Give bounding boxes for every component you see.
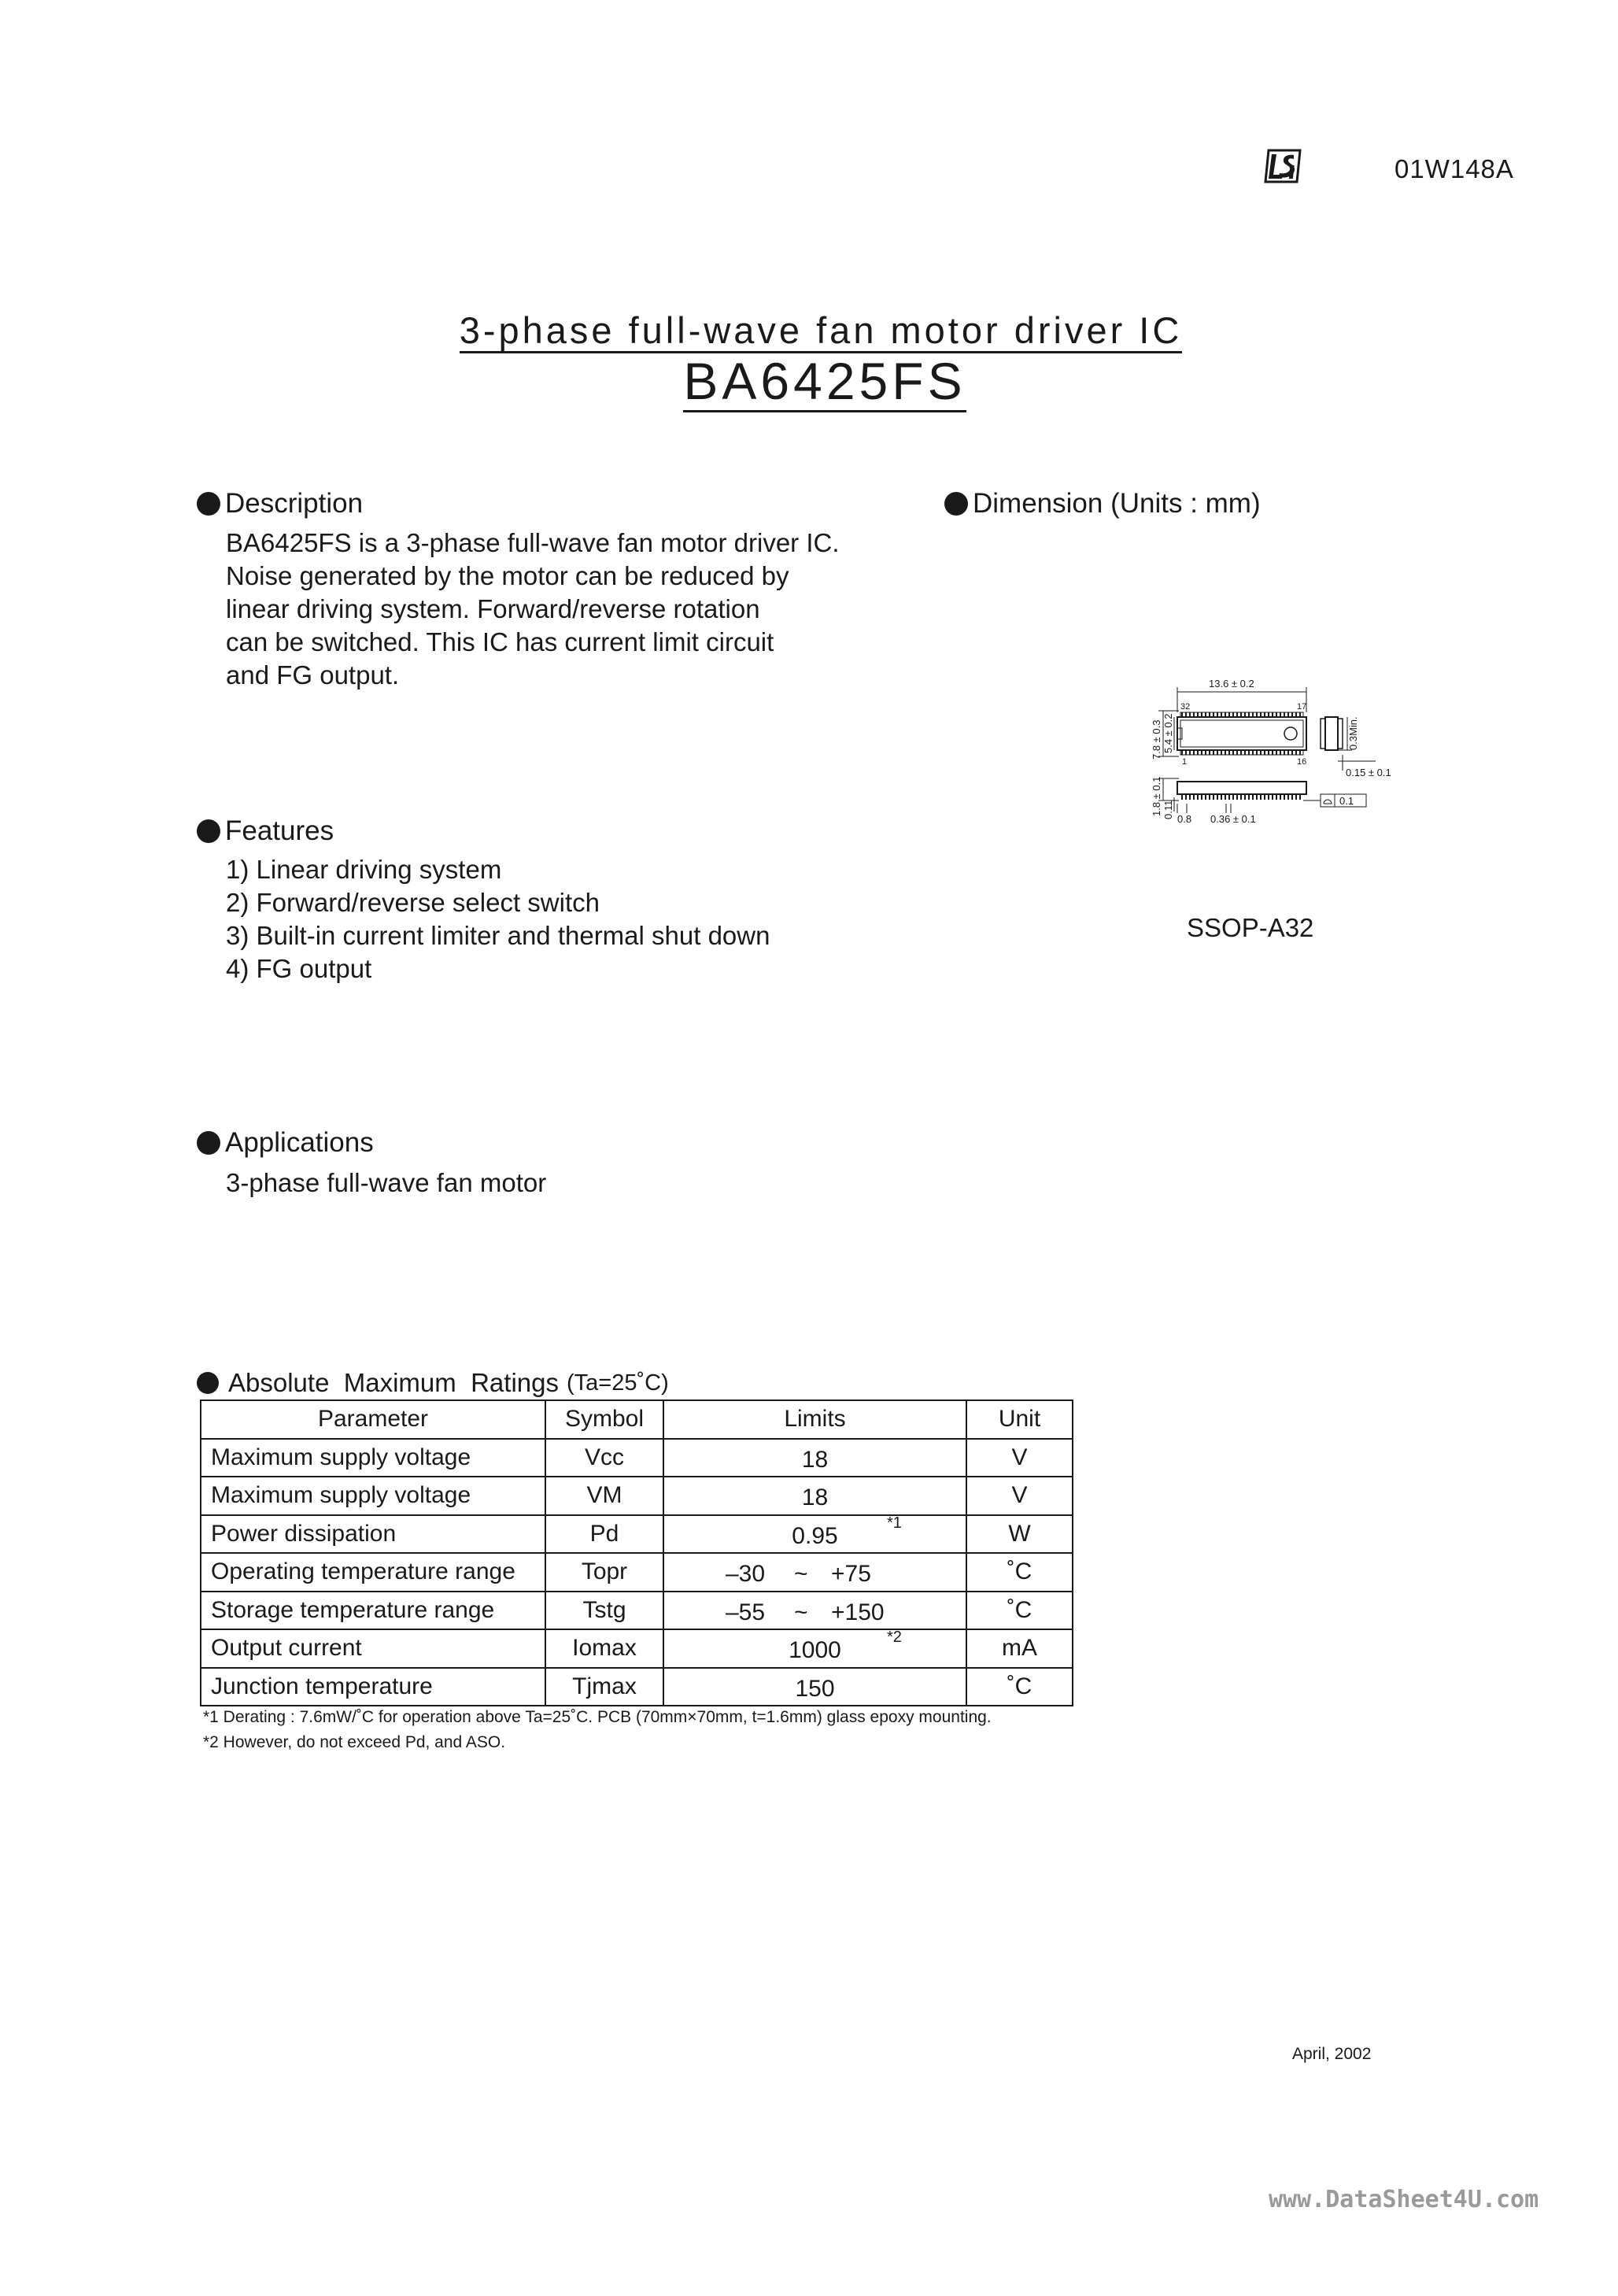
footnote: *1 Derating : 7.6mW/˚C for operation above Ta=25˚C. PCB (70mm×70mm, t=1.6mm) glass epoxy mounting. (203, 1708, 992, 1726)
side-view (1158, 778, 1366, 813)
unit-cell: W (966, 1515, 1073, 1554)
column-header: Unit (966, 1400, 1073, 1439)
top-view-body (1177, 717, 1306, 750)
parameter-cell: Maximum supply voltage (201, 1477, 545, 1515)
bullet-icon (197, 1131, 220, 1155)
bullet-icon (944, 492, 968, 516)
bullet-icon (197, 492, 220, 516)
symbol-cell: Vcc (545, 1439, 663, 1477)
description-line: Noise generated by the motor can be reduced by (226, 561, 789, 590)
table-row (201, 1553, 1073, 1592)
publication-date: April, 2002 (1292, 2045, 1372, 2063)
table-header-row (201, 1400, 1073, 1439)
description-line: BA6425FS is a 3-phase full-wave fan motor driver IC. (226, 528, 840, 557)
description-heading-text: Description (225, 488, 364, 519)
feature-item: 4) FG output (226, 954, 372, 983)
limit-value: 18 (801, 1484, 829, 1510)
ratings-heading-text: Absolute Maximum Ratings (228, 1368, 559, 1397)
limit-value: 0.95 (792, 1522, 838, 1549)
table-row (201, 1439, 1073, 1477)
height-body-label: 5.4 ± 0.2 (1162, 713, 1174, 753)
applications-heading-text: Applications (225, 1127, 374, 1158)
symbol-cell: Pd (545, 1515, 663, 1554)
limit-low: –30 (726, 1561, 766, 1587)
parameter-cell: Junction temperature (201, 1668, 545, 1706)
limit-high: +75 (831, 1561, 871, 1587)
subtitle-text: 3-phase full-wave fan motor driver IC (460, 309, 1183, 353)
ratings-condition: (Ta=25˚C) (567, 1370, 669, 1396)
table-row (201, 1515, 1073, 1554)
limit-value: 150 (795, 1675, 835, 1702)
feature-item: 3) Built-in current limiter and thermal shut down (226, 921, 770, 950)
package-name: SSOP-A32 (1187, 913, 1314, 942)
footnote-marker: *1 (887, 1514, 902, 1532)
pitch-label: 0.8 (1177, 813, 1192, 825)
limit-tilde: ~ (794, 1561, 808, 1587)
unit-cell: ˚C (966, 1592, 1073, 1630)
dimension-heading-text: Dimension (Units : mm) (973, 488, 1261, 519)
symbol-cell: Tstg (545, 1592, 663, 1630)
standoff-label: 0.11 (1162, 800, 1174, 819)
document-number: 01W148A (1395, 154, 1514, 183)
limit-cell (663, 1592, 966, 1630)
limit-value: 18 (801, 1446, 829, 1473)
feature-item: 1) Linear driving system (226, 855, 502, 884)
limit-cell (663, 1439, 966, 1477)
symbol-cell: Tjmax (545, 1668, 663, 1706)
pin-label: 16 (1297, 757, 1307, 767)
pin-label: 32 (1180, 702, 1191, 712)
limit-high: +150 (831, 1599, 885, 1625)
unit-cell: ˚C (966, 1668, 1073, 1706)
limit-cell (663, 1477, 966, 1515)
table-row (201, 1592, 1073, 1630)
features-list (226, 853, 770, 985)
parameter-cell: Output current (201, 1629, 545, 1668)
applications-heading (197, 1127, 374, 1159)
ratings-table (200, 1399, 1073, 1706)
lsi-logo-icon (1264, 148, 1302, 184)
dimension-heading (944, 488, 1261, 519)
package-dimension-drawing (1108, 673, 1399, 846)
description-line: and FG output. (226, 660, 400, 690)
column-header: Limits (663, 1400, 966, 1439)
length-dimension-label: 13.6 ± 0.2 (1209, 678, 1254, 690)
table-row (201, 1629, 1073, 1668)
lead-min-label: 0.3Min. (1347, 716, 1359, 750)
limit-tilde: ~ (794, 1599, 808, 1625)
parameter-cell: Maximum supply voltage (201, 1439, 545, 1477)
part-number-title (0, 351, 1618, 411)
parameter-cell: Power dissipation (201, 1515, 545, 1554)
pin-label: 1 (1182, 757, 1188, 767)
lead-thickness-label: 0.15 ± 0.1 (1346, 767, 1391, 778)
symbol-cell: Topr (545, 1553, 663, 1592)
description-line: linear driving system. Forward/reverse rotation (226, 594, 760, 623)
parameter-cell: Storage temperature range (201, 1592, 545, 1630)
limit-cell (663, 1668, 966, 1706)
limit-value: 1000 (789, 1637, 841, 1663)
pin-label: 17 (1297, 702, 1307, 712)
height-outer-label: 7.8 ± 0.3 (1151, 719, 1162, 760)
limit-cell (663, 1553, 966, 1592)
unit-cell: V (966, 1439, 1073, 1477)
bullet-icon (197, 1372, 219, 1394)
document-subtitle (0, 309, 1618, 352)
ratings-heading (197, 1368, 669, 1398)
description-heading (197, 488, 363, 519)
unit-cell: mA (966, 1629, 1073, 1668)
footnote: *2 However, do not exceed Pd, and ASO. (203, 1733, 506, 1751)
features-heading (197, 815, 334, 847)
limit-cell (663, 1515, 966, 1554)
unit-cell: ˚C (966, 1553, 1073, 1592)
part-number-text: BA6425FS (683, 352, 966, 412)
limit-low: –55 (726, 1599, 766, 1625)
feature-item: 2) Forward/reverse select switch (226, 888, 600, 917)
footnote-marker: *2 (887, 1629, 902, 1646)
features-heading-text: Features (225, 815, 334, 846)
symbol-cell: Iomax (545, 1629, 663, 1668)
flatness-label: 0.1 (1339, 795, 1354, 807)
column-header: Parameter (201, 1400, 545, 1439)
parameter-cell: Operating temperature range (201, 1553, 545, 1592)
column-header: Symbol (545, 1400, 663, 1439)
lead-width-label: 0.36 ± 0.1 (1210, 813, 1256, 825)
unit-cell: V (966, 1477, 1073, 1515)
description-line: can be switched. This IC has current limit circuit (226, 627, 774, 656)
applications-text: 3-phase full-wave fan motor (226, 1168, 547, 1197)
pin1-marker (1284, 727, 1297, 740)
thickness-label: 1.8 ± 0.1 (1151, 776, 1162, 816)
description-body (226, 527, 840, 692)
symbol-cell: VM (545, 1477, 663, 1515)
bullet-icon (197, 819, 220, 843)
table-row (201, 1668, 1073, 1706)
table-row (201, 1477, 1073, 1515)
watermark: www.DataSheet4U.com (1269, 2186, 1539, 2213)
limit-cell (663, 1629, 966, 1668)
